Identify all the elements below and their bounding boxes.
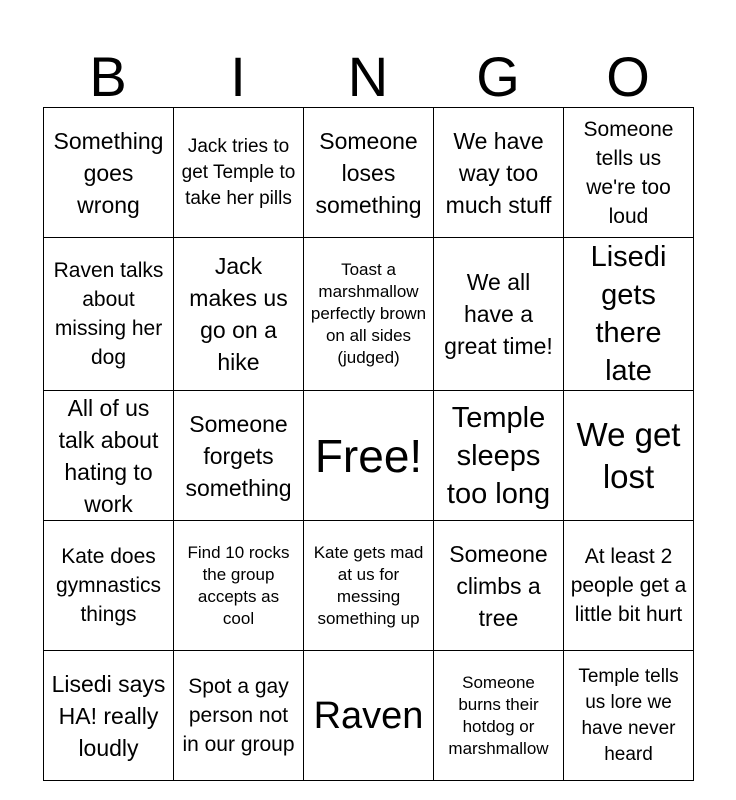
cell-text: Kate gets mad at us for messing something up: [313, 542, 424, 628]
cell-text: We all have a great time!: [444, 269, 553, 359]
board-row: [44, 108, 694, 238]
cell-text: Raven talks about missing her dog: [53, 259, 164, 369]
cell-text: We have way too much stuff: [445, 127, 552, 218]
cell-text: Kate does gymnastics things: [55, 545, 162, 626]
bingo-cell[interactable]: [304, 651, 434, 781]
bingo-cell[interactable]: [564, 651, 694, 781]
cell-text: Someone loses something: [315, 127, 422, 218]
cell-text: Raven: [313, 694, 424, 737]
header-letter-g: G: [476, 45, 520, 108]
cell-text: Find 10 rocks the group accepts as cool: [187, 542, 290, 628]
cell-text: Lisedi gets there late: [590, 241, 667, 387]
free-space-text: Free!: [314, 429, 423, 482]
header-letter-o: O: [606, 45, 650, 108]
cell-text: Jack makes us go on a hike: [189, 253, 288, 375]
bingo-cell[interactable]: [174, 391, 304, 521]
bingo-cell[interactable]: [44, 521, 174, 651]
cell-text: We get lost: [576, 415, 681, 495]
free-space-cell[interactable]: [304, 391, 434, 521]
header-letter-b: B: [89, 45, 127, 108]
bingo-cell[interactable]: [434, 651, 564, 781]
bingo-cell[interactable]: [174, 108, 304, 238]
bingo-cell[interactable]: [434, 521, 564, 651]
bingo-cell[interactable]: [44, 651, 174, 781]
cell-text: Someone forgets something: [185, 410, 292, 501]
bingo-cell[interactable]: [434, 108, 564, 238]
bingo-cell[interactable]: [44, 108, 174, 238]
cell-text: Spot a gay person not in our group: [182, 675, 295, 756]
bingo-header: [43, 42, 693, 108]
cell-text: Someone climbs a tree: [449, 540, 548, 631]
board-row: [44, 521, 694, 651]
cell-text: All of us talk about hating to work: [58, 394, 159, 517]
board-row: [44, 391, 694, 521]
header-letter-n: N: [347, 45, 389, 108]
bingo-cell[interactable]: [304, 238, 434, 391]
cell-text: At least 2 people get a little bit hurt: [570, 545, 687, 626]
bingo-cell[interactable]: [434, 238, 564, 391]
cell-text: Jack tries to get Temple to take her pills: [181, 135, 296, 209]
cell-text: Temple sleeps too long: [446, 401, 551, 510]
board-row: [44, 651, 694, 781]
header-letter-i: I: [230, 45, 246, 108]
bingo-cell[interactable]: [174, 521, 304, 651]
bingo-cell[interactable]: [564, 108, 694, 238]
bingo-cell[interactable]: [564, 238, 694, 391]
cell-text: Lisedi says HA! really loudly: [51, 670, 166, 761]
cell-text: Toast a marshmallow perfectly brown on all sides (judged): [310, 260, 427, 367]
cell-text: Someone burns their hotdog or marshmallow: [448, 672, 549, 758]
bingo-cell[interactable]: [434, 391, 564, 521]
bingo-cell[interactable]: [564, 521, 694, 651]
board-row: [44, 238, 694, 391]
bingo-board: [43, 107, 694, 781]
bingo-cell[interactable]: [564, 391, 694, 521]
bingo-cell[interactable]: [304, 521, 434, 651]
bingo-cell[interactable]: [174, 651, 304, 781]
cell-text: Something goes wrong: [53, 127, 164, 218]
bingo-cell[interactable]: [44, 391, 174, 521]
cell-text: Temple tells us lore we have never heard: [578, 665, 679, 765]
cell-text: Someone tells us we're too loud: [583, 117, 674, 228]
bingo-cell[interactable]: [44, 238, 174, 391]
bingo-cell[interactable]: [304, 108, 434, 238]
bingo-cell[interactable]: [174, 238, 304, 391]
